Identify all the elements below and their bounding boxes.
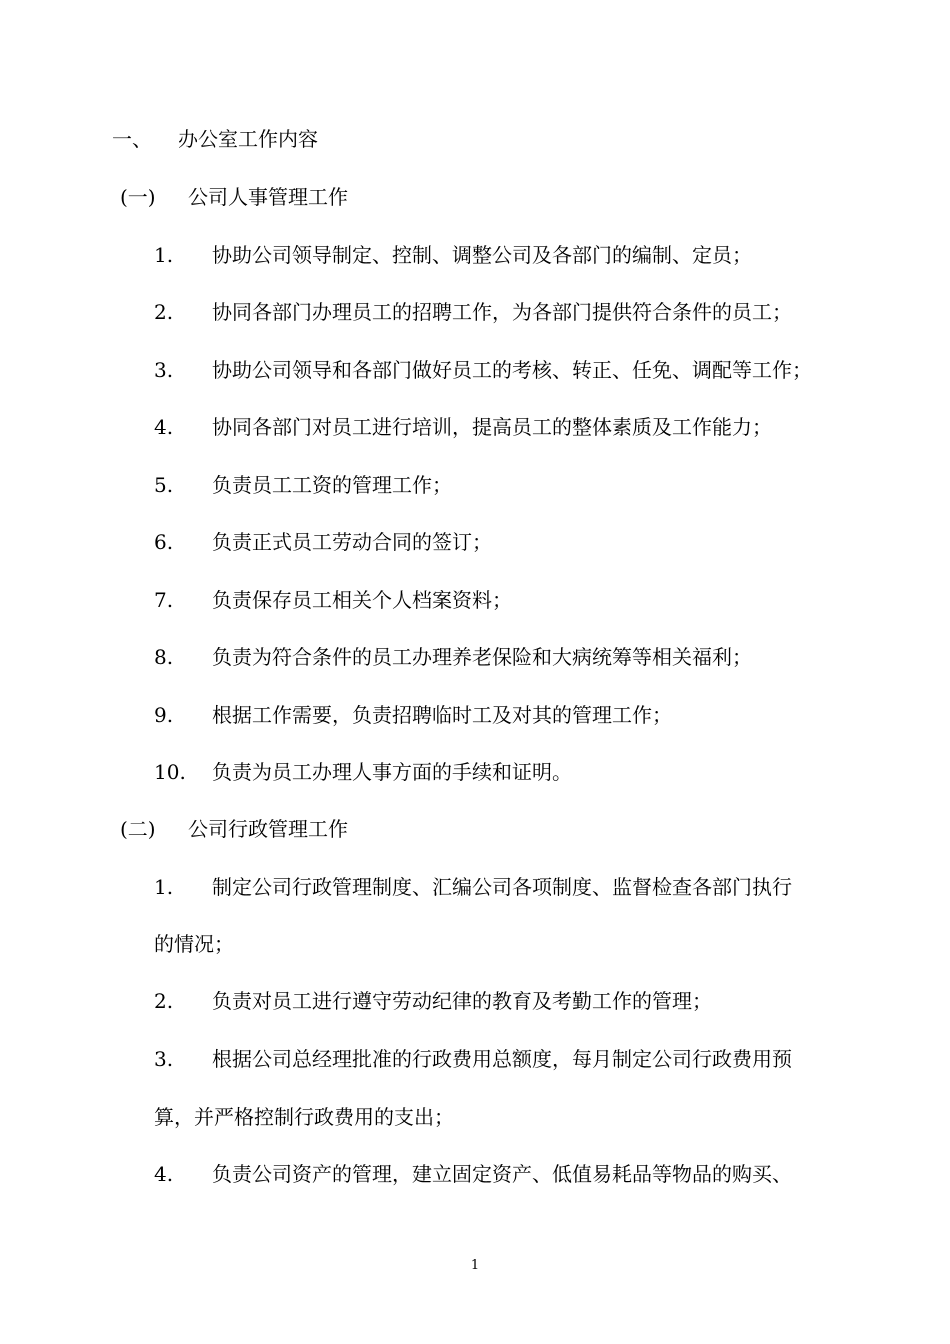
list-item-text: 协同各部门办理员工的招聘工作，为各部门提供符合条件的员工；	[212, 300, 792, 324]
subsection-title: 公司人事管理工作	[188, 185, 348, 209]
list-item-number: 9.	[154, 703, 174, 727]
list-item-number: 5.	[154, 473, 174, 497]
list-item-number: 4.	[154, 1162, 174, 1186]
list-item-continuation: 的情况；	[154, 932, 234, 956]
list-item-number: 2.	[154, 989, 174, 1013]
list-item-text: 根据工作需要，负责招聘临时工及对其的管理工作；	[212, 703, 672, 727]
list-item-text: 负责员工工资的管理工作；	[212, 473, 452, 497]
list-item-text: 负责对员工进行遵守劳动纪律的教育及考勤工作的管理；	[212, 989, 712, 1013]
subsection-number: (一)	[120, 185, 156, 209]
page-number: 1	[470, 1258, 480, 1273]
list-item-number: 2.	[154, 300, 174, 324]
list-item-number: 10.	[154, 760, 186, 784]
list-item-text: 负责正式员工劳动合同的签订；	[212, 530, 492, 554]
list-item-text: 负责公司资产的管理，建立固定资产、低值易耗品等物品的购买、	[212, 1162, 792, 1186]
section-number: 一、	[112, 127, 152, 151]
list-item-number: 7.	[154, 588, 174, 612]
list-item-text: 负责为符合条件的员工办理养老保险和大病统筹等相关福利；	[212, 645, 752, 669]
list-item-number: 3.	[154, 1047, 174, 1071]
list-item-text: 负责保存员工相关个人档案资料；	[212, 588, 512, 612]
list-item-text: 根据公司总经理批准的行政费用总额度，每月制定公司行政费用预	[212, 1047, 792, 1071]
list-item-number: 1.	[154, 243, 174, 267]
list-item-number: 4.	[154, 415, 174, 439]
list-item-number: 8.	[154, 645, 174, 669]
list-item-number: 3.	[154, 358, 174, 382]
list-item-text: 协助公司领导制定、控制、调整公司及各部门的编制、定员；	[212, 243, 752, 267]
subsection-number: (二)	[120, 817, 156, 841]
list-item-text: 协助公司领导和各部门做好员工的考核、转正、任免、调配等工作；	[212, 358, 812, 382]
section-title: 办公室工作内容	[178, 127, 318, 151]
list-item-continuation: 算，并严格控制行政费用的支出；	[154, 1105, 454, 1129]
list-item-text: 协同各部门对员工进行培训，提高员工的整体素质及工作能力；	[212, 415, 772, 439]
list-item-text: 制定公司行政管理制度、汇编公司各项制度、监督检查各部门执行	[212, 875, 792, 899]
list-item-text: 负责为员工办理人事方面的手续和证明。	[212, 760, 572, 784]
list-item-number: 6.	[154, 530, 174, 554]
subsection-title: 公司行政管理工作	[188, 817, 348, 841]
list-item-number: 1.	[154, 875, 174, 899]
